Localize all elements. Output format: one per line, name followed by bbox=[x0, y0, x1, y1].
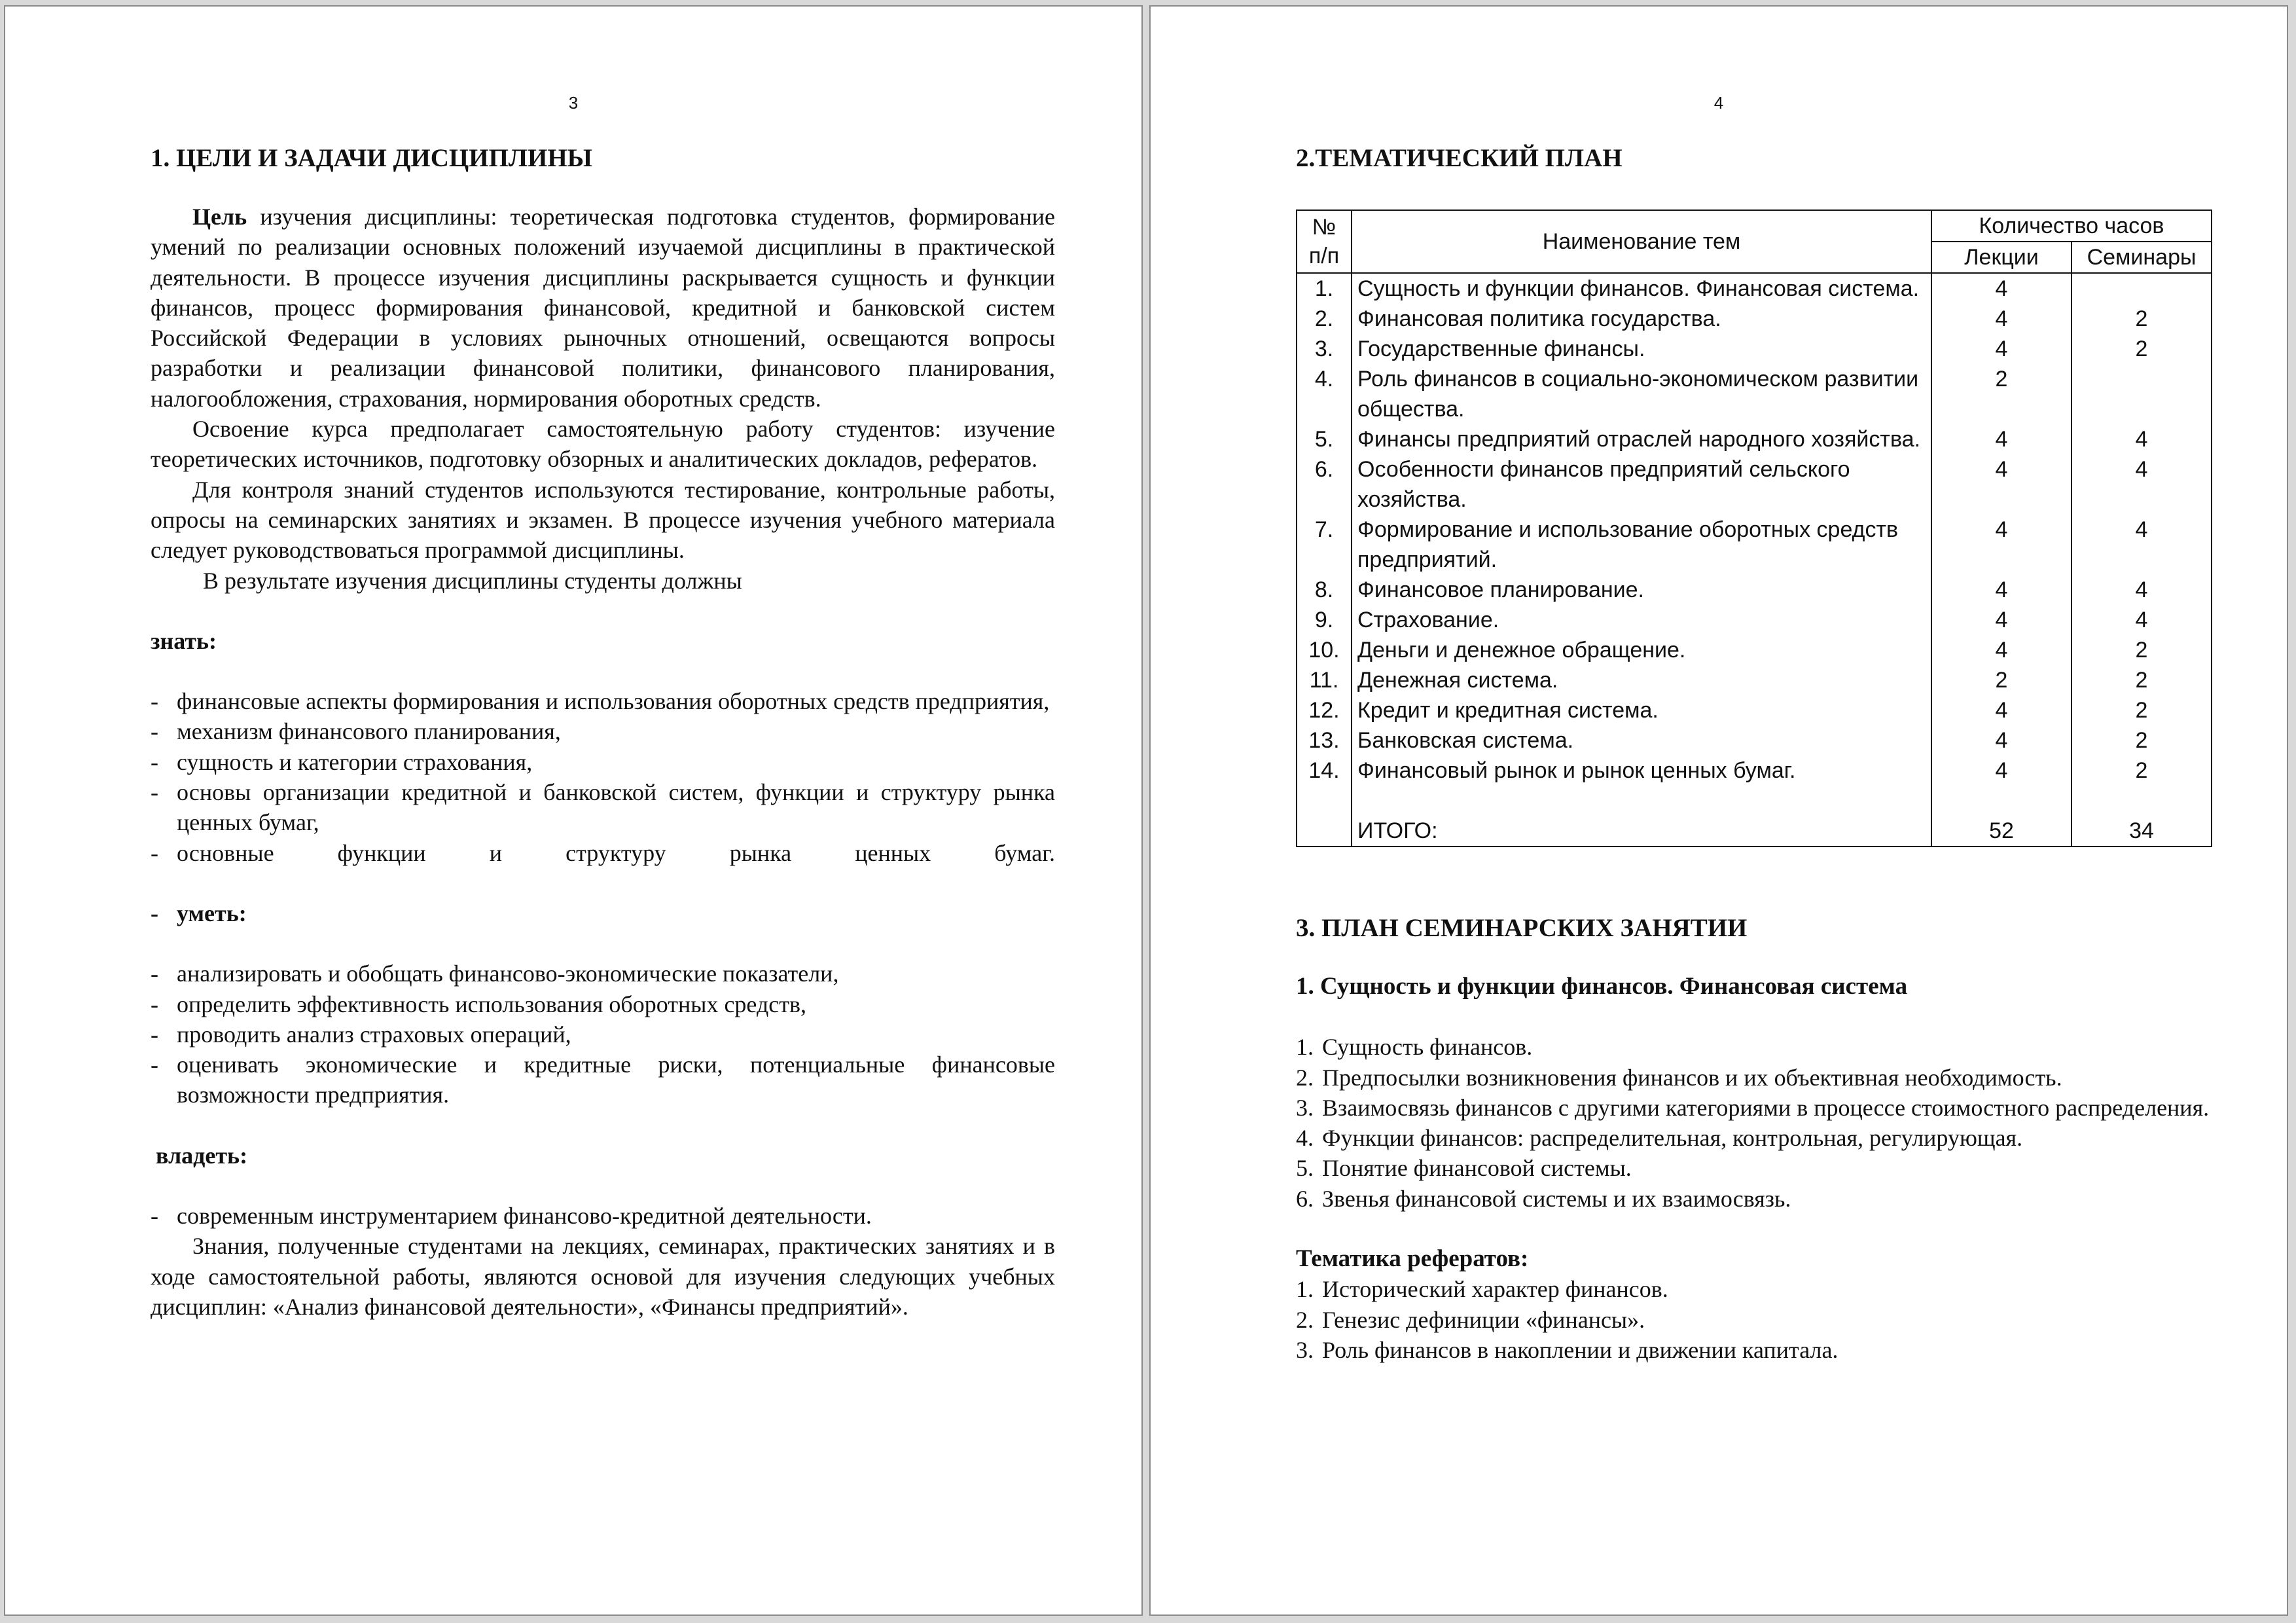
row-seminars: 4 bbox=[2072, 515, 2212, 575]
list-item-number: 2. bbox=[1296, 1064, 1314, 1091]
table-row bbox=[1297, 273, 2212, 304]
list-item-text: Предпосылки возникновения финансов и их объективная необходимость. bbox=[1322, 1064, 2062, 1091]
paragraph-control: Для контроля знаний студентов используются тестирование, контрольные работы, опросы на семинарских занятиях и экзамен. В процессе изучения учебного материала следует руководствоваться программой дисциплины. bbox=[151, 476, 1055, 564]
list-item bbox=[1296, 1032, 2212, 1062]
row-number: 6. bbox=[1297, 454, 1352, 515]
list-item bbox=[1296, 1093, 2212, 1123]
know-label: знать: bbox=[151, 627, 217, 654]
table-spacer-row bbox=[1297, 786, 2212, 816]
list-item-text: Понятие финансовой системы. bbox=[1322, 1155, 1632, 1182]
row-lectures: 4 bbox=[1931, 695, 2072, 725]
page-number: 4 bbox=[1713, 93, 1724, 113]
row-lectures: 4 bbox=[1931, 515, 2072, 575]
list-item-number: 1. bbox=[1296, 1034, 1314, 1061]
essays-label: Тематика рефератов: bbox=[1296, 1245, 1529, 1273]
list-item bbox=[1296, 1153, 2212, 1183]
know-list bbox=[151, 686, 1055, 868]
section-heading: 2.ТЕМАТИЧЕСКИЙ ПЛАН bbox=[1296, 144, 1623, 172]
row-seminars: 4 bbox=[2072, 454, 2212, 515]
list-item bbox=[1296, 1335, 2212, 1365]
row-number: 1. bbox=[1297, 273, 1352, 304]
table-row bbox=[1297, 725, 2212, 756]
row-lectures: 4 bbox=[1931, 575, 2072, 605]
page-number: 3 bbox=[568, 93, 579, 113]
row-lectures: 4 bbox=[1931, 725, 2072, 756]
page-right bbox=[1149, 5, 2288, 1616]
row-seminars: 4 bbox=[2072, 605, 2212, 635]
list-item: - механизм финансового планирования, bbox=[151, 716, 1055, 746]
row-number: 10. bbox=[1297, 635, 1352, 665]
row-lectures: 4 bbox=[1931, 273, 2072, 304]
list-item-text: Исторический характер финансов. bbox=[1322, 1276, 1668, 1303]
row-seminars bbox=[2072, 364, 2212, 424]
row-number: 4. bbox=[1297, 364, 1352, 424]
list-item: - сущность и категории страхования, bbox=[151, 747, 1055, 777]
list-item: - основы организации кредитной и банковской систем, функции и структуру рынка ценных бумаг, bbox=[151, 777, 1055, 838]
row-topic: Финансовое планирование. bbox=[1352, 575, 1931, 605]
list-item-number: 6. bbox=[1296, 1185, 1314, 1212]
can-label-row bbox=[151, 898, 1055, 928]
list-item bbox=[1296, 1184, 2212, 1214]
col-seminars-header: Семинары bbox=[2072, 242, 2212, 273]
row-number: 11. bbox=[1297, 665, 1352, 695]
list-item bbox=[1296, 1305, 2212, 1335]
list-item: - определить эффективность использования оборотных средств, bbox=[151, 989, 1055, 1019]
row-number: 3. bbox=[1297, 334, 1352, 364]
row-topic: Деньги и денежное обращение. bbox=[1352, 635, 1931, 665]
list-item bbox=[1296, 1123, 2212, 1153]
table-row bbox=[1297, 695, 2212, 725]
row-seminars: 2 bbox=[2072, 304, 2212, 334]
table-row bbox=[1297, 575, 2212, 605]
col-hours-header: Количество часов bbox=[1931, 210, 2212, 242]
can-list bbox=[151, 958, 1055, 1110]
list-item bbox=[1296, 1274, 2212, 1304]
seminar-questions-list bbox=[1296, 1032, 2212, 1214]
row-number: 9. bbox=[1297, 605, 1352, 635]
list-item-number: 2. bbox=[1296, 1306, 1314, 1333]
total-lectures: 52 bbox=[1931, 816, 2072, 847]
table-row bbox=[1297, 605, 2212, 635]
goal-label: Цель bbox=[192, 204, 247, 230]
row-topic: Финансовая политика государства. bbox=[1352, 304, 1931, 334]
row-topic: Формирование и использование оборотных средств предприятий. bbox=[1352, 515, 1931, 575]
total-seminars: 34 bbox=[2072, 816, 2212, 847]
can-label: - уметь: bbox=[151, 898, 1055, 928]
total-label: ИТОГО: bbox=[1352, 816, 1931, 847]
row-topic: Особенности финансов предприятий сельского хозяйства. bbox=[1352, 454, 1931, 515]
col-num-header: № п/п bbox=[1297, 210, 1352, 273]
list-item: - анализировать и обобщать финансово-экономические показатели, bbox=[151, 958, 1055, 989]
list-item: - финансовые аспекты формирования и использования оборотных средств предприятия, bbox=[151, 686, 1055, 716]
row-topic: Государственные финансы. bbox=[1352, 334, 1931, 364]
final-paragraph: Знания, полученные студентами на лекциях, семинарах, практических занятиях и в ходе самостоятельной работы, являются основой для изучения следующих учебных дисциплин: «Анализ финансовой деятельности», «Финансы предприятий». bbox=[151, 1233, 1055, 1320]
own-list bbox=[151, 1201, 1055, 1231]
goal-text: изучения дисциплины: теоретическая подготовка студентов, формирование умений по реализации основных положений изучаемой дисциплины в практической деятельности. В процессе изучения дисциплины раскрывается сущность и функции финансов, процесс формирования финансовой, кредитной и банковской систем Российской Федерации в условиях рыночных отношений, освещаются вопросы разработки и реализации финансовой политики, финансового планирования, налогообложения, страхования, нормирования оборотных средств. bbox=[151, 204, 1055, 412]
row-topic: Финансы предприятий отраслей народного хозяйства. bbox=[1352, 424, 1931, 454]
section-heading: 1. ЦЕЛИ И ЗАДАЧИ ДИСЦИПЛИНЫ bbox=[151, 144, 592, 172]
seminar-title: 1. Сущность и функции финансов. Финансовая система bbox=[1296, 973, 1908, 1000]
list-item: - оценивать экономические и кредитные риски, потенциальные финансовые возможности предприятия. bbox=[151, 1049, 1055, 1110]
row-seminars: 4 bbox=[2072, 575, 2212, 605]
table-row bbox=[1297, 635, 2212, 665]
row-number: 5. bbox=[1297, 424, 1352, 454]
row-number: 13. bbox=[1297, 725, 1352, 756]
table-row bbox=[1297, 364, 2212, 424]
col-name-header: Наименование тем bbox=[1352, 210, 1931, 273]
row-lectures: 2 bbox=[1931, 364, 2072, 424]
row-lectures: 4 bbox=[1931, 304, 2072, 334]
row-topic: Кредит и кредитная система. bbox=[1352, 695, 1931, 725]
table-row bbox=[1297, 304, 2212, 334]
paragraph-result: В результате изучения дисциплины студенты должны bbox=[203, 567, 742, 594]
row-topic: Сущность и функции финансов. Финансовая система. bbox=[1352, 273, 1931, 304]
left-column bbox=[151, 137, 1055, 1322]
row-lectures: 4 bbox=[1931, 454, 2072, 515]
table-total-row bbox=[1297, 816, 2212, 847]
row-number: 14. bbox=[1297, 756, 1352, 786]
row-seminars: 4 bbox=[2072, 424, 2212, 454]
own-label: владеть: bbox=[156, 1142, 248, 1169]
row-seminars: 2 bbox=[2072, 756, 2212, 786]
row-seminars: 2 bbox=[2072, 665, 2212, 695]
list-item-number: 4. bbox=[1296, 1125, 1314, 1152]
list-item: - проводить анализ страховых операций, bbox=[151, 1019, 1055, 1049]
row-topic: Денежная система. bbox=[1352, 665, 1931, 695]
row-lectures: 4 bbox=[1931, 424, 2072, 454]
row-lectures: 4 bbox=[1931, 635, 2072, 665]
thematic-plan-table bbox=[1296, 210, 2212, 847]
seminar-plan-heading: 3. ПЛАН СЕМИНАРСКИХ ЗАНЯТИИ bbox=[1296, 914, 1748, 942]
essay-topics-list bbox=[1296, 1274, 2212, 1365]
row-lectures: 4 bbox=[1931, 756, 2072, 786]
list-item-text: Функции финансов: распределительная, контрольная, регулирующая. bbox=[1322, 1125, 2023, 1152]
row-topic: Страхование. bbox=[1352, 605, 1931, 635]
row-topic: Роль финансов в социально-экономическом развитии общества. bbox=[1352, 364, 1931, 424]
row-seminars: 2 bbox=[2072, 695, 2212, 725]
table-row bbox=[1297, 424, 2212, 454]
list-item-text: Звенья финансовой системы и их взаимосвязь. bbox=[1322, 1185, 1791, 1212]
table-row bbox=[1297, 334, 2212, 364]
row-number: 8. bbox=[1297, 575, 1352, 605]
row-seminars: 2 bbox=[2072, 725, 2212, 756]
list-item: - современным инструментарием финансово-кредитной деятельности. bbox=[151, 1201, 1055, 1231]
list-item-number: 1. bbox=[1296, 1276, 1314, 1303]
row-seminars bbox=[2072, 273, 2212, 304]
list-item: - основные функции и структуру рынка ценных бумаг. bbox=[151, 838, 1055, 868]
page-left bbox=[4, 5, 1143, 1616]
list-item-number: 5. bbox=[1296, 1155, 1314, 1182]
row-topic: Банковская система. bbox=[1352, 725, 1931, 756]
list-item-number: 3. bbox=[1296, 1336, 1314, 1363]
row-topic: Финансовый рынок и рынок ценных бумаг. bbox=[1352, 756, 1931, 786]
row-lectures: 2 bbox=[1931, 665, 2072, 695]
row-seminars: 2 bbox=[2072, 334, 2212, 364]
total-number bbox=[1297, 816, 1352, 847]
table-row bbox=[1297, 756, 2212, 786]
list-item-text: Генезис дефиниции «финансы». bbox=[1322, 1306, 1645, 1333]
list-item-text: Роль финансов в накоплении и движении капитала. bbox=[1322, 1336, 1839, 1363]
list-item-number: 3. bbox=[1296, 1094, 1314, 1121]
paragraph-self-study: Освоение курса предполагает самостоятельную работу студентов: изучение теоретических источников, подготовку обзорных и аналитических докладов, рефератов. bbox=[151, 416, 1055, 473]
row-number: 2. bbox=[1297, 304, 1352, 334]
row-lectures: 4 bbox=[1931, 334, 2072, 364]
table-row bbox=[1297, 665, 2212, 695]
row-number: 12. bbox=[1297, 695, 1352, 725]
row-lectures: 4 bbox=[1931, 605, 2072, 635]
list-item-text: Сущность финансов. bbox=[1322, 1034, 1533, 1061]
row-seminars: 2 bbox=[2072, 635, 2212, 665]
list-item-text: Взаимосвязь финансов с другими категориями в процессе стоимостного распределения. bbox=[1322, 1094, 2210, 1121]
list-item bbox=[1296, 1063, 2212, 1093]
table-row bbox=[1297, 515, 2212, 575]
col-lectures-header: Лекции bbox=[1931, 242, 2072, 273]
goal-paragraph bbox=[151, 202, 1055, 414]
right-column bbox=[1296, 137, 2212, 1365]
row-number: 7. bbox=[1297, 515, 1352, 575]
table-row bbox=[1297, 454, 2212, 515]
